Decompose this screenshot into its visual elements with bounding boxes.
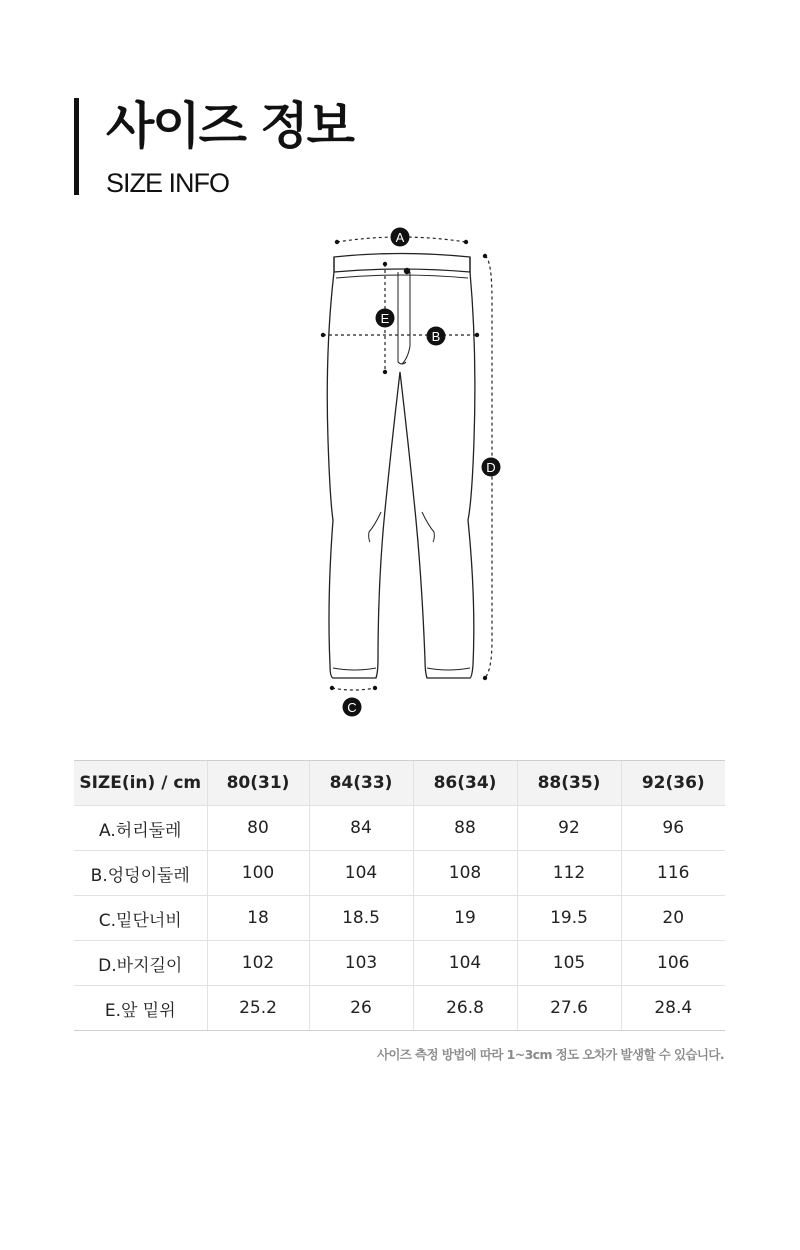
table-cell: 103 [309,941,413,986]
table-cell: 80 [207,806,309,851]
table-cell: 102 [207,941,309,986]
table-cell: 19 [413,896,517,941]
table-cell: 18 [207,896,309,941]
measure-line-c [332,688,375,690]
marker-e [376,309,395,328]
table-cell: 25.2 [207,986,309,1031]
marker-e-label: E [380,311,390,326]
table-cell: 108 [413,851,517,896]
table-row [74,986,725,1031]
table-cell: 27.6 [517,986,621,1031]
page-title: 사이즈 정보 [106,97,353,155]
table-row [74,896,725,941]
column-header: 92(36) [621,761,725,806]
page-subtitle: SIZE INFO [106,168,230,198]
table-cell: 104 [413,941,517,986]
row-label: B.엉덩이둘레 [74,851,207,896]
table-cell: 116 [621,851,725,896]
table-cell: 88 [413,806,517,851]
button-dot [404,268,410,274]
table-cell: 84 [309,806,413,851]
marker-c [343,698,362,717]
table-cell: 18.5 [309,896,413,941]
table-row [74,806,725,851]
column-header: 88(35) [517,761,621,806]
table-cell: 92 [517,806,621,851]
marker-b [427,327,446,346]
table-row [74,851,725,896]
table-header-row [74,761,725,806]
marker-c-label: C [347,700,357,715]
marker-d [482,458,501,477]
column-header: 80(31) [207,761,309,806]
table-cell: 28.4 [621,986,725,1031]
table-cell: 19.5 [517,896,621,941]
table-cell: 100 [207,851,309,896]
column-header: 86(34) [413,761,517,806]
table-cell: 26 [309,986,413,1031]
column-header: 84(33) [309,761,413,806]
table-cell: 26.8 [413,986,517,1031]
table-cell: 20 [621,896,725,941]
pants-outline [327,254,475,679]
measurement-note: 사이즈 측정 방법에 따라 1~3cm 정도 오차가 발생할 수 있습니다. [376,1047,724,1062]
table-cell: 96 [621,806,725,851]
row-label: D.바지길이 [74,941,207,986]
marker-a [391,228,410,247]
table-cell: 105 [517,941,621,986]
table-cell: 106 [621,941,725,986]
table-row [74,941,725,986]
column-header: SIZE(in) / cm [74,761,207,806]
marker-a-label: A [395,230,405,245]
marker-d-label: D [486,460,496,475]
row-label: A.허리둘레 [74,806,207,851]
size-table [74,760,725,1031]
row-label: E.앞 밑위 [74,986,207,1031]
table-cell: 112 [517,851,621,896]
row-label: C.밑단너비 [74,896,207,941]
marker-b-label: B [431,329,441,344]
table-cell: 104 [309,851,413,896]
